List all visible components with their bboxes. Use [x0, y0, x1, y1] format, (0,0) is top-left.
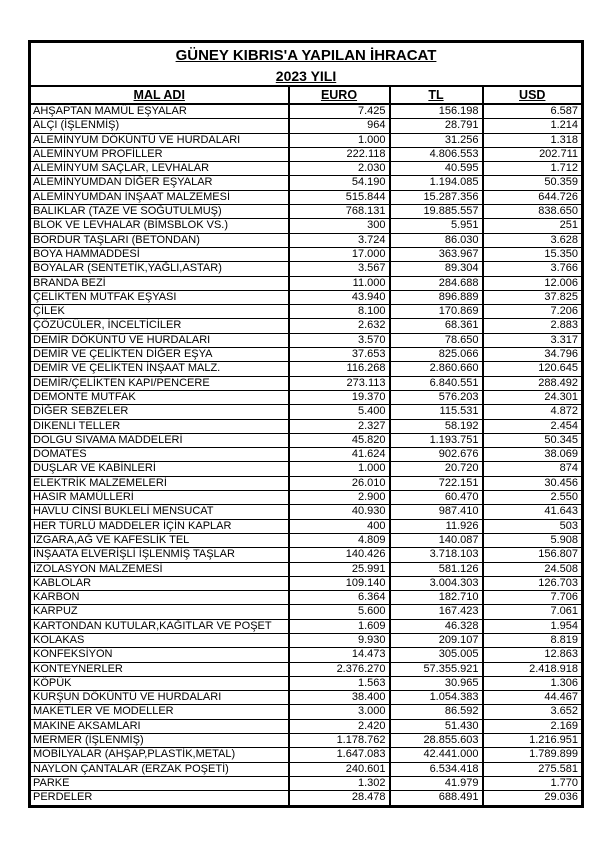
cell-tl-value: 284.688 — [390, 276, 483, 290]
cell-product-name: NAYLON ÇANTALAR (ERZAK POŞETİ) — [30, 762, 289, 776]
cell-euro-value: 3.724 — [289, 233, 390, 247]
cell-usd-value: 251 — [483, 219, 583, 233]
cell-usd-value: 24.508 — [483, 562, 583, 576]
cell-tl-value: 28.791 — [390, 119, 483, 133]
cell-usd-value: 15.350 — [483, 247, 583, 261]
cell-usd-value: 126.703 — [483, 576, 583, 590]
cell-usd-value: 1.216.951 — [483, 734, 583, 748]
table-row — [30, 433, 583, 447]
cell-euro-value: 7.425 — [289, 104, 390, 119]
cell-product-name: ÇİLEK — [30, 305, 289, 319]
cell-tl-value: 363.967 — [390, 247, 483, 261]
table-row — [30, 276, 583, 290]
cell-tl-value: 60.470 — [390, 491, 483, 505]
cell-product-name: DEMİR/ÇELİKTEN KAPI/PENCERE — [30, 376, 289, 390]
cell-usd-value: 12.863 — [483, 648, 583, 662]
table-row — [30, 448, 583, 462]
cell-tl-value: 3.718.103 — [390, 548, 483, 562]
title-row — [30, 42, 583, 67]
cell-tl-value: 1.194.085 — [390, 176, 483, 190]
cell-tl-value: 2.860.660 — [390, 362, 483, 376]
cell-product-name: HASIR MAMÜLLERİ — [30, 491, 289, 505]
cell-usd-value: 12.006 — [483, 276, 583, 290]
cell-usd-value: 3.628 — [483, 233, 583, 247]
cell-euro-value: 109.140 — [289, 576, 390, 590]
table-row — [30, 633, 583, 647]
table-body — [30, 104, 583, 806]
cell-product-name: İZOLASYON MALZEMESİ — [30, 562, 289, 576]
cell-euro-value: 300 — [289, 219, 390, 233]
cell-tl-value: 115.531 — [390, 405, 483, 419]
cell-product-name: KURŞUN DÖKÜNTÜ VE HURDALARI — [30, 691, 289, 705]
cell-product-name: DOLGU SIVAMA MADDELERİ — [30, 433, 289, 447]
cell-product-name: ALEMİNYUM PROFİLLER — [30, 147, 289, 161]
table-row — [30, 162, 583, 176]
table-row — [30, 333, 583, 347]
column-header-mal-adi: MAL ADI — [30, 86, 289, 104]
cell-usd-value: 50.359 — [483, 176, 583, 190]
table-row — [30, 147, 583, 161]
cell-euro-value: 5.600 — [289, 605, 390, 619]
cell-product-name: MAKETLER VE MODELLER — [30, 705, 289, 719]
cell-usd-value: 7.061 — [483, 605, 583, 619]
cell-usd-value: 1.318 — [483, 133, 583, 147]
table-row — [30, 791, 583, 806]
cell-usd-value: 120.645 — [483, 362, 583, 376]
cell-product-name: ALÇI (İŞLENMİŞ) — [30, 119, 289, 133]
cell-usd-value: 156.807 — [483, 548, 583, 562]
cell-product-name: DİĞER SEBZELER — [30, 405, 289, 419]
cell-product-name: DUŞLAR VE KABİNLERİ — [30, 462, 289, 476]
cell-euro-value: 25.991 — [289, 562, 390, 576]
cell-tl-value: 156.198 — [390, 104, 483, 119]
table-row — [30, 734, 583, 748]
cell-euro-value: 14.473 — [289, 648, 390, 662]
cell-usd-value: 838.650 — [483, 205, 583, 219]
cell-product-name: ÇELİKTEN MUTFAK EŞYASI — [30, 290, 289, 304]
cell-product-name: BALIKLAR (TAZE VE SOĞUTULMUŞ) — [30, 205, 289, 219]
export-table — [28, 40, 584, 808]
table-row — [30, 462, 583, 476]
cell-euro-value: 28.478 — [289, 791, 390, 806]
table-row — [30, 576, 583, 590]
cell-product-name: MAKINE AKSAMLARI — [30, 719, 289, 733]
cell-euro-value: 6.364 — [289, 591, 390, 605]
table-row — [30, 390, 583, 404]
cell-usd-value: 644.726 — [483, 190, 583, 204]
cell-tl-value: 688.491 — [390, 791, 483, 806]
cell-euro-value: 1.563 — [289, 676, 390, 690]
cell-tl-value: 182.710 — [390, 591, 483, 605]
cell-euro-value: 45.820 — [289, 433, 390, 447]
cell-product-name: DOMATES — [30, 448, 289, 462]
cell-usd-value: 1.712 — [483, 162, 583, 176]
cell-product-name: ELEKTRİK MALZEMELERİ — [30, 476, 289, 490]
cell-euro-value: 240.601 — [289, 762, 390, 776]
table-row — [30, 133, 583, 147]
cell-tl-value: 140.087 — [390, 533, 483, 547]
table-title-text: GÜNEY KIBRIS'A YAPILAN İHRACAT — [175, 47, 437, 64]
cell-product-name: PARKE — [30, 776, 289, 790]
subtitle-row — [30, 66, 583, 86]
cell-product-name: KÖPÜK — [30, 676, 289, 690]
cell-product-name: ALEMİNYUM DÖKÜNTÜ VE HURDALARI — [30, 133, 289, 147]
cell-usd-value: 2.550 — [483, 491, 583, 505]
cell-usd-value: 275.581 — [483, 762, 583, 776]
column-header-usd: USD — [483, 86, 583, 104]
table-row — [30, 104, 583, 119]
table-row — [30, 376, 583, 390]
table-row — [30, 605, 583, 619]
cell-euro-value: 1.178.762 — [289, 734, 390, 748]
cell-product-name: DEMİR DÖKÜNTÜ VE HURDALARI — [30, 333, 289, 347]
cell-usd-value: 7.706 — [483, 591, 583, 605]
cell-euro-value: 5.400 — [289, 405, 390, 419]
cell-euro-value: 768.131 — [289, 205, 390, 219]
cell-euro-value: 2.420 — [289, 719, 390, 733]
cell-usd-value: 30.456 — [483, 476, 583, 490]
cell-tl-value: 581.126 — [390, 562, 483, 576]
cell-euro-value: 40.930 — [289, 505, 390, 519]
cell-product-name: AHŞAPTAN MAMÜL EŞYALAR — [30, 104, 289, 119]
cell-euro-value: 400 — [289, 519, 390, 533]
table-row — [30, 648, 583, 662]
column-header-tl: TL — [390, 86, 483, 104]
cell-euro-value: 1.302 — [289, 776, 390, 790]
table-row — [30, 691, 583, 705]
cell-tl-value: 40.595 — [390, 162, 483, 176]
cell-tl-value: 28.855.603 — [390, 734, 483, 748]
cell-euro-value: 2.030 — [289, 162, 390, 176]
table-row — [30, 219, 583, 233]
cell-tl-value: 58.192 — [390, 419, 483, 433]
table-row — [30, 748, 583, 762]
cell-usd-value: 1.214 — [483, 119, 583, 133]
cell-product-name: KONFEKSİYON — [30, 648, 289, 662]
cell-euro-value: 116.268 — [289, 362, 390, 376]
cell-usd-value: 29.036 — [483, 791, 583, 806]
table-row — [30, 591, 583, 605]
table-row — [30, 247, 583, 261]
cell-euro-value: 1.000 — [289, 462, 390, 476]
table-row — [30, 619, 583, 633]
cell-euro-value: 1.609 — [289, 619, 390, 633]
cell-tl-value: 30.965 — [390, 676, 483, 690]
table-row — [30, 776, 583, 790]
cell-product-name: ALEMİNYUMDAN İNŞAAT MALZEMESİ — [30, 190, 289, 204]
cell-usd-value: 2.418.918 — [483, 662, 583, 676]
cell-usd-value: 503 — [483, 519, 583, 533]
table-row — [30, 362, 583, 376]
cell-usd-value: 8.819 — [483, 633, 583, 647]
cell-usd-value: 41.643 — [483, 505, 583, 519]
cell-product-name: BRANDA BEZİ — [30, 276, 289, 290]
cell-product-name: ALEMİNYUMDAN DİĞER EŞYALAR — [30, 176, 289, 190]
cell-usd-value: 2.883 — [483, 319, 583, 333]
table-row — [30, 319, 583, 333]
cell-usd-value: 1.306 — [483, 676, 583, 690]
cell-euro-value: 2.632 — [289, 319, 390, 333]
table-row — [30, 348, 583, 362]
cell-euro-value: 11.000 — [289, 276, 390, 290]
cell-tl-value: 51.430 — [390, 719, 483, 733]
cell-euro-value: 17.000 — [289, 247, 390, 261]
cell-product-name: İNŞAATA ELVERİŞLİ İŞLENMİŞ TAŞLAR — [30, 548, 289, 562]
cell-tl-value: 722.151 — [390, 476, 483, 490]
cell-euro-value: 3.570 — [289, 333, 390, 347]
cell-product-name: PERDELER — [30, 791, 289, 806]
cell-product-name: DIKENLI TELLER — [30, 419, 289, 433]
cell-usd-value: 202.711 — [483, 147, 583, 161]
cell-product-name: KARTONDAN KUTULAR,KAĞITLAR VE POŞET — [30, 619, 289, 633]
cell-tl-value: 86.592 — [390, 705, 483, 719]
table-row — [30, 119, 583, 133]
cell-euro-value: 1.000 — [289, 133, 390, 147]
cell-usd-value: 3.652 — [483, 705, 583, 719]
cell-tl-value: 4.806.553 — [390, 147, 483, 161]
cell-usd-value: 4.872 — [483, 405, 583, 419]
cell-product-name: KARPUZ — [30, 605, 289, 619]
cell-usd-value: 44.467 — [483, 691, 583, 705]
cell-usd-value: 1.789.899 — [483, 748, 583, 762]
cell-tl-value: 902.676 — [390, 448, 483, 462]
cell-product-name: IZGARA,AĞ VE KAFESLİK TEL — [30, 533, 289, 547]
cell-usd-value: 38.069 — [483, 448, 583, 462]
cell-usd-value: 6.587 — [483, 104, 583, 119]
cell-tl-value: 209.107 — [390, 633, 483, 647]
table-row — [30, 719, 583, 733]
cell-tl-value: 42.441.000 — [390, 748, 483, 762]
cell-product-name: KABLOLAR — [30, 576, 289, 590]
cell-tl-value: 576.203 — [390, 390, 483, 404]
cell-tl-value: 89.304 — [390, 262, 483, 276]
table-row — [30, 476, 583, 490]
table-row — [30, 662, 583, 676]
cell-product-name: MOBİLYALAR (AHŞAP,PLASTİK,METAL) — [30, 748, 289, 762]
cell-product-name: BOYA HAMMADDESİ — [30, 247, 289, 261]
table-row — [30, 419, 583, 433]
cell-tl-value: 46.328 — [390, 619, 483, 633]
cell-tl-value: 20.720 — [390, 462, 483, 476]
column-header-euro: EURO — [289, 86, 390, 104]
table-row — [30, 176, 583, 190]
cell-product-name: BLOK VE LEVHALAR (BİMSBLOK VS.) — [30, 219, 289, 233]
cell-product-name: DEMİR VE ÇELİKTEN DİĞER EŞYA — [30, 348, 289, 362]
cell-euro-value: 515.844 — [289, 190, 390, 204]
table-row — [30, 491, 583, 505]
table-subtitle — [30, 66, 583, 86]
cell-product-name: KONTEYNERLER — [30, 662, 289, 676]
cell-tl-value: 15.287.356 — [390, 190, 483, 204]
cell-euro-value: 222.118 — [289, 147, 390, 161]
cell-tl-value: 825.066 — [390, 348, 483, 362]
cell-usd-value: 874 — [483, 462, 583, 476]
table-row — [30, 290, 583, 304]
cell-tl-value: 170.869 — [390, 305, 483, 319]
cell-usd-value: 2.454 — [483, 419, 583, 433]
cell-usd-value: 50.345 — [483, 433, 583, 447]
cell-tl-value: 167.423 — [390, 605, 483, 619]
cell-product-name: BOYALAR (SENTETİK,YAĞLI,ASTAR) — [30, 262, 289, 276]
cell-product-name: DEMİR VE ÇELİKTEN İNŞAAT MALZ. — [30, 362, 289, 376]
cell-tl-value: 31.256 — [390, 133, 483, 147]
cell-euro-value: 4.809 — [289, 533, 390, 547]
cell-tl-value: 6.840.551 — [390, 376, 483, 390]
cell-product-name: KOLAKAS — [30, 633, 289, 647]
table-row — [30, 519, 583, 533]
cell-tl-value: 6.534.418 — [390, 762, 483, 776]
cell-usd-value: 5.908 — [483, 533, 583, 547]
cell-tl-value: 1.054.383 — [390, 691, 483, 705]
cell-product-name: HER TÜRLÜ MADDELER İÇİN KAPLAR — [30, 519, 289, 533]
cell-euro-value: 26.010 — [289, 476, 390, 490]
cell-product-name: ALEMİNYUM SAÇLAR, LEVHALAR — [30, 162, 289, 176]
cell-product-name: KARBON — [30, 591, 289, 605]
cell-tl-value: 78.650 — [390, 333, 483, 347]
cell-euro-value: 1.647.083 — [289, 748, 390, 762]
cell-usd-value: 3.766 — [483, 262, 583, 276]
table-row — [30, 262, 583, 276]
cell-euro-value: 37.653 — [289, 348, 390, 362]
table-row — [30, 205, 583, 219]
table-row — [30, 305, 583, 319]
cell-euro-value: 2.376.270 — [289, 662, 390, 676]
cell-euro-value: 2.327 — [289, 419, 390, 433]
cell-tl-value: 305.005 — [390, 648, 483, 662]
table-row — [30, 705, 583, 719]
cell-product-name: ÇÖZÜCÜLER, İNCELTİCİLER — [30, 319, 289, 333]
table-row — [30, 233, 583, 247]
cell-tl-value: 3.004.303 — [390, 576, 483, 590]
cell-euro-value: 3.000 — [289, 705, 390, 719]
cell-usd-value: 7.206 — [483, 305, 583, 319]
cell-product-name: BORDUR TAŞLARI (BETONDAN) — [30, 233, 289, 247]
cell-usd-value: 288.492 — [483, 376, 583, 390]
cell-tl-value: 86.030 — [390, 233, 483, 247]
table-row — [30, 405, 583, 419]
cell-euro-value: 140.426 — [289, 548, 390, 562]
table-row — [30, 505, 583, 519]
cell-tl-value: 987.410 — [390, 505, 483, 519]
table-row — [30, 762, 583, 776]
cell-euro-value: 8.100 — [289, 305, 390, 319]
cell-euro-value: 964 — [289, 119, 390, 133]
cell-usd-value: 1.770 — [483, 776, 583, 790]
cell-usd-value: 24.301 — [483, 390, 583, 404]
table-subtitle-text: 2023 YILI — [275, 67, 337, 84]
cell-euro-value: 9.930 — [289, 633, 390, 647]
cell-tl-value: 11.926 — [390, 519, 483, 533]
cell-tl-value: 5.951 — [390, 219, 483, 233]
table-row — [30, 676, 583, 690]
cell-usd-value: 3.317 — [483, 333, 583, 347]
cell-euro-value: 38.400 — [289, 691, 390, 705]
table-row — [30, 548, 583, 562]
cell-product-name: HAVLU CİNSİ BUKLELİ MENSUCAT — [30, 505, 289, 519]
table-row — [30, 533, 583, 547]
table-title — [30, 42, 583, 67]
cell-tl-value: 57.355.921 — [390, 662, 483, 676]
cell-euro-value: 43.940 — [289, 290, 390, 304]
column-header-row — [30, 86, 583, 104]
table-row — [30, 190, 583, 204]
cell-euro-value: 19.370 — [289, 390, 390, 404]
cell-euro-value: 3.567 — [289, 262, 390, 276]
cell-euro-value: 54.190 — [289, 176, 390, 190]
cell-product-name: MERMER (İŞLENMİŞ) — [30, 734, 289, 748]
cell-tl-value: 68.361 — [390, 319, 483, 333]
cell-tl-value: 19.885.557 — [390, 205, 483, 219]
cell-usd-value: 1.954 — [483, 619, 583, 633]
cell-product-name: DEMONTE MUTFAK — [30, 390, 289, 404]
cell-euro-value: 41.624 — [289, 448, 390, 462]
cell-tl-value: 41.979 — [390, 776, 483, 790]
cell-usd-value: 34.796 — [483, 348, 583, 362]
cell-euro-value: 273.113 — [289, 376, 390, 390]
cell-euro-value: 2.900 — [289, 491, 390, 505]
cell-tl-value: 896.889 — [390, 290, 483, 304]
cell-tl-value: 1.193.751 — [390, 433, 483, 447]
table-row — [30, 562, 583, 576]
cell-usd-value: 2.169 — [483, 719, 583, 733]
cell-usd-value: 37.825 — [483, 290, 583, 304]
